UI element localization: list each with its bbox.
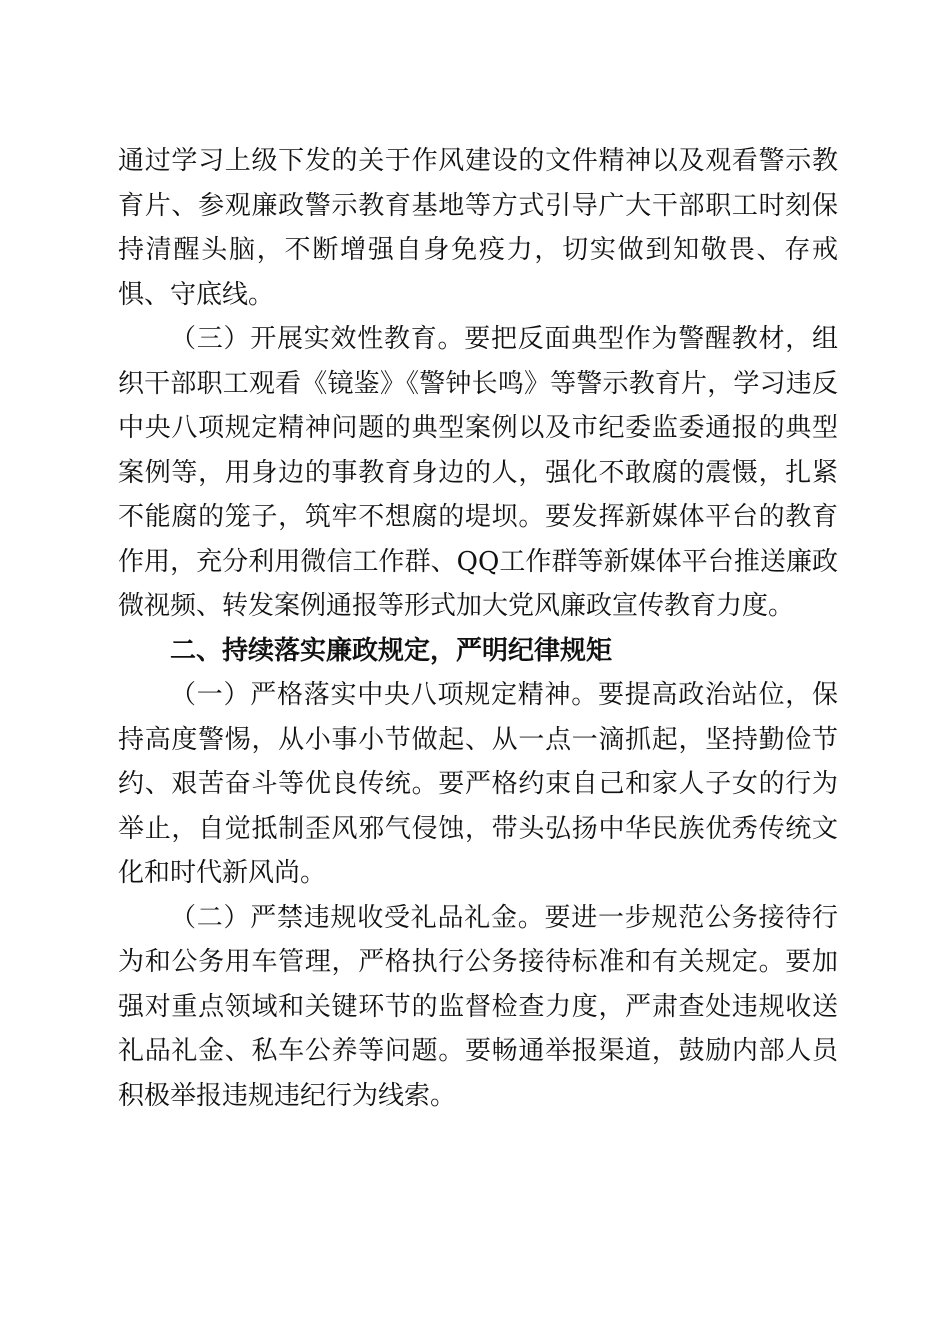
document-page — [118, 139, 838, 1118]
paragraph-section-3: （三）开展实效性教育。要把反面典型作为警醒教材，组织干部职工观看《镜鉴》《警钟长鸣》等警示教育片，学习违反中央八项规定精神问题的典型案例以及市纪委监委通报的典型案例等，用身边的事教育身边的人，强化不敢腐的震慑，扎紧不能腐的笼子，筑牢不想腐的堤坝。要发挥新媒体平台的教育作用，充分利用微信工作群、QQ工作群等新媒体平台推送廉政微视频、转发案例通报等形式加大党风廉政宣传教育力度。 — [118, 324, 838, 621]
paragraph-subsection-1: （一）严格落实中央八项规定精神。要提高政治站位，保持高度警惕，从小事小节做起、从一点一滴抓起，坚持勤俭节约、艰苦奋斗等优良传统。要严格约束自己和家人子女的行为举止，自觉抵制歪风邪气侵蚀，带头弘扬中华民族优秀传统文化和时代新风尚。 — [118, 680, 838, 888]
paragraph-subsection-2: （二）严禁违规收受礼品礼金。要进一步规范公务接待行为和公务用车管理，严格执行公务接待标准和有关规定。要加强对重点领域和关键环节的监督检查力度，严肃查处违规收送礼品礼金、私车公养等问题。要畅通举报渠道，鼓励内部人员积极举报违规违纪行为线索。 — [118, 902, 838, 1111]
paragraph-continuation: 通过学习上级下发的关于作风建设的文件精神以及观看警示教育片、参观廉政警示教育基地等方式引导广大干部职工时刻保持清醒头脑，不断增强自身免疫力，切实做到知敬畏、存戒惧、守底线。 — [118, 146, 838, 310]
section-heading-2: 二、持续落实廉政规定，严明纪律规矩 — [170, 635, 613, 666]
